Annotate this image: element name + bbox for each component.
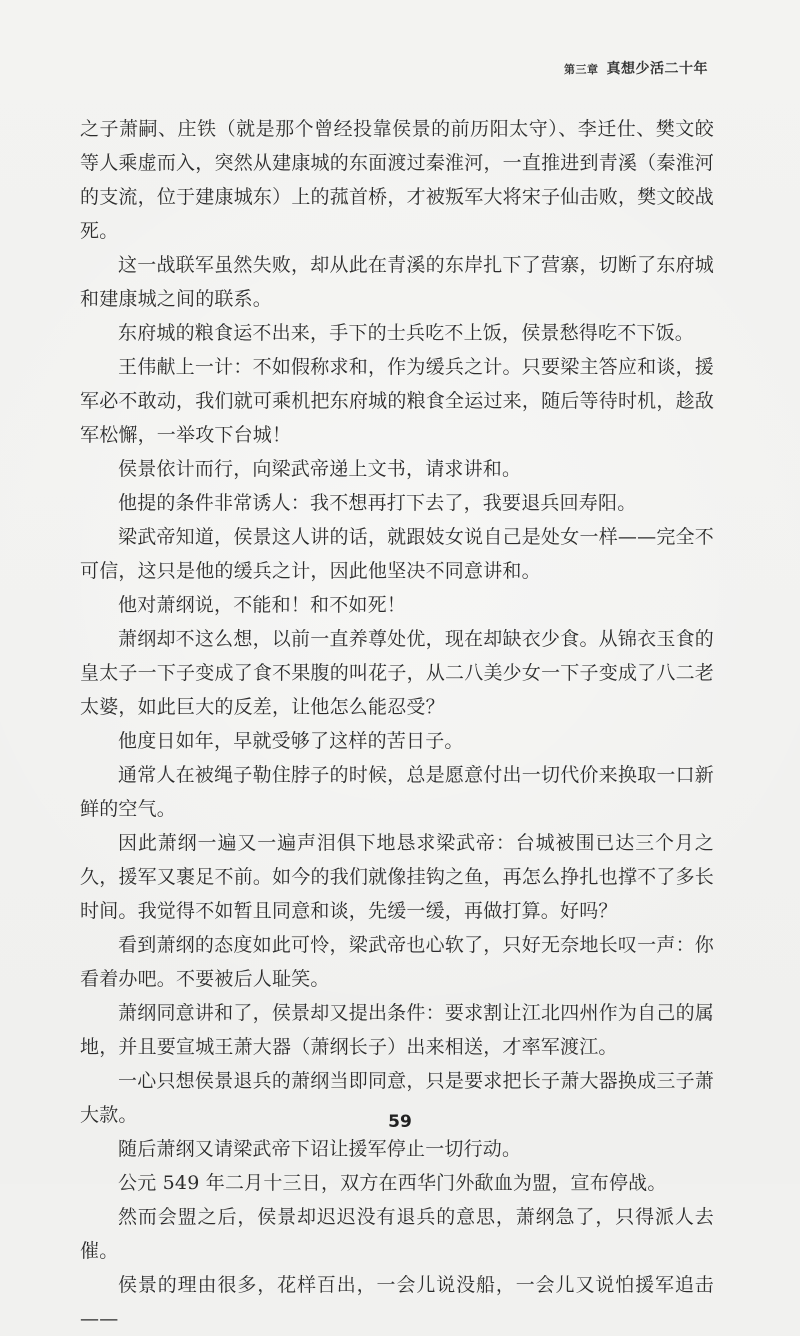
- paragraph-18: 然而会盟之后，侯景却迟迟没有退兵的意思，萧纲急了，只得派人去催。: [80, 1206, 714, 1262]
- page-number: 59: [388, 1112, 412, 1132]
- paragraph-9: 萧纲却不这么想，以前一直养尊处优，现在却缺衣少食。从锦衣玉食的皇太子一下子变成了食不果腹的叫花子，从二八美少女一下子变成了八二老太婆，如此巨大的反差，让他怎么能忍受？: [80, 628, 714, 718]
- paragraph-16: 随后萧纲又请梁武帝下诏让援军停止一切行动。: [118, 1138, 522, 1160]
- paragraph-13: 看到萧纲的态度如此可怜，梁武帝也心软了，只好无奈地长叹一声：你看着办吧。不要被后人耻笑。: [80, 934, 714, 990]
- paragraph-1: 之子萧嗣、庄铁（就是那个曾经投靠侯景的前历阳太守）、李迁仕、樊文皎等人乘虚而入，突然从建康城的东面渡过秦淮河，一直推进到青溪（秦淮河的支流，位于建康城东）上的菰首桥，才被叛军大将宋子仙击败，樊文皎战死。: [80, 118, 714, 242]
- chapter-label: 第三章: [564, 63, 599, 76]
- running-header: [564, 58, 708, 78]
- paragraph-12: 因此萧纲一遍又一遍声泪俱下地恳求梁武帝：台城被围已达三个月之久，援军又裹足不前。如今的我们就像挂钩之鱼，再怎么挣扎也撑不了多长时间。我觉得不如暂且同意和谈，先缓一缓，再做打算。好吗？: [80, 832, 714, 922]
- paragraph-5: 侯景依计而行，向梁武帝递上文书，请求讲和。: [118, 458, 522, 480]
- paragraph-4: 王伟献上一计：不如假称求和，作为缓兵之计。只要梁主答应和谈，援军必不敢动，我们就可乘机把东府城的粮食全运过来，随后等待时机，趁敌军松懈，一举攻下台城！: [80, 356, 714, 446]
- paragraph-2: 这一战联军虽然失败，却从此在青溪的东岸扎下了营寨，切断了东府城和建康城之间的联系。: [80, 254, 714, 310]
- paragraph-6: 他提的条件非常诱人：我不想再打下去了，我要退兵回寿阳。: [118, 492, 637, 514]
- paragraph-15: 一心只想侯景退兵的萧纲当即同意，只是要求把长子萧大器换成三子萧大款。: [80, 1070, 714, 1126]
- paragraph-7: 梁武帝知道，侯景这人讲的话，就跟妓女说自己是处女一样——完全不可信，这只是他的缓兵之计，因此他坚决不同意讲和。: [80, 526, 714, 582]
- paragraph-14: 萧纲同意讲和了，侯景却又提出条件：要求割让江北四州作为自己的属地，并且要宣城王萧大器（萧纲长子）出来相送，才率军渡江。: [80, 1002, 714, 1058]
- chapter-title: 真想少活二十年: [606, 61, 708, 77]
- paragraph-17: 公元 549 年二月十三日，双方在西华门外歃血为盟，宣布停战。: [118, 1172, 667, 1194]
- paragraph-10: 他度日如年，早就受够了这样的苦日子。: [118, 730, 464, 752]
- paragraph-8: 他对萧纲说，不能和！和不如死！: [118, 594, 407, 616]
- paragraph-11: 通常人在被绳子勒住脖子的时候，总是愿意付出一切代价来换取一口新鲜的空气。: [80, 764, 714, 820]
- body-text: [80, 112, 714, 1336]
- paragraph-19: 侯景的理由很多，花样百出，一会儿说没船，一会儿又说怕援军追击——: [80, 1274, 714, 1330]
- paragraph-3: 东府城的粮食运不出来，手下的士兵吃不上饭，侯景愁得吃不下饭。: [118, 322, 695, 344]
